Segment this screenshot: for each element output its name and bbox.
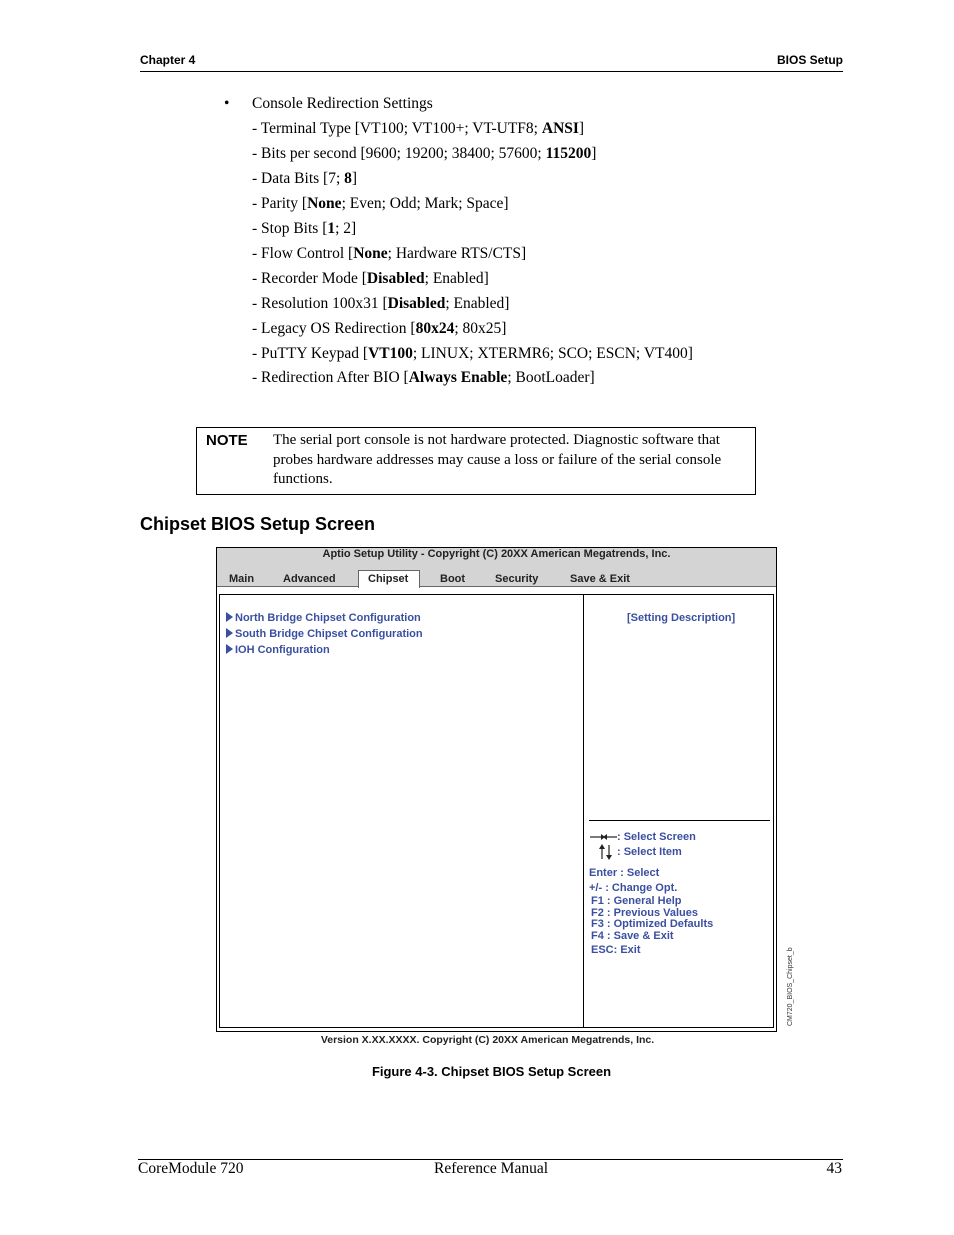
help-f4: F4 : Save & Exit: [591, 930, 674, 942]
help-esc: ESC: Exit: [591, 944, 641, 956]
section-title: Chipset BIOS Setup Screen: [140, 514, 376, 534]
setting-recorder-mode: - Recorder Mode [Disabled; Enabled]: [252, 270, 489, 287]
help-change: +/- : Change Opt.: [589, 882, 678, 894]
setting-bits-per-second: - Bits per second [9600; 19200; 38400; 57600; 115200]: [252, 145, 597, 162]
bios-item-south-bridge[interactable]: South Bridge Chipset Configuration: [226, 628, 423, 640]
bios-tab-save-exit[interactable]: Save & Exit: [570, 573, 630, 585]
footer-product: CoreModule 720: [138, 1160, 244, 1177]
help-f1: F1 : General Help: [591, 895, 682, 907]
setting-flow-control: - Flow Control [None; Hardware RTS/CTS]: [252, 245, 527, 262]
help-enter: Enter : Select: [589, 867, 660, 879]
bios-footer: Version X.XX.XXXX. Copyright (C) 20XX American Megatrends, Inc.: [320, 1034, 655, 1046]
bios-tab-security[interactable]: Security: [495, 573, 539, 585]
bios-tab-main[interactable]: Main: [229, 573, 255, 585]
footer-page-number: 43: [826, 1160, 842, 1177]
help-select-item: : Select Item: [617, 846, 682, 858]
note-text: The serial port console is not hardware protected. Diagnostic software that probes hardware addresses may cause a loss or failure of the serial console functions.: [273, 432, 722, 487]
console-title: Console Redirection Settings: [252, 95, 433, 112]
submenu-arrow-icon: [226, 644, 233, 654]
bios-content-frame: [219, 594, 774, 1028]
bios-help-rule: [589, 820, 770, 821]
header-rule: [140, 71, 843, 72]
help-f3: F3 : Optimized Defaults: [591, 918, 714, 930]
setting-legacy-os-redirection: - Legacy OS Redirection [80x24; 80x25]: [252, 320, 507, 337]
up-down-arrows-icon: [597, 843, 615, 861]
bios-panel-divider: [583, 595, 584, 1027]
setting-putty-keypad: - PuTTY Keypad [VT100; LINUX; XTERMR6; SCO; ESCN; VT400]: [252, 345, 693, 362]
setting-stop-bits: - Stop Bits [1; 2]: [252, 220, 357, 237]
bios-tab-chipset[interactable]: Chipset: [368, 573, 409, 585]
help-select-screen: : Select Screen: [617, 831, 696, 843]
bios-tab-boot[interactable]: Boot: [440, 573, 466, 585]
help-f2: F2 : Previous Values: [591, 907, 698, 919]
submenu-arrow-icon: [226, 628, 233, 638]
setting-terminal-type: - Terminal Type [VT100; VT100+; VT-UTF8; ANSI]: [252, 120, 585, 137]
bios-title: Aptio Setup Utility - Copyright (C) 20XX American Megatrends, Inc.: [322, 548, 671, 560]
setting-resolution: - Resolution 100x31 [Disabled; Enabled]: [252, 295, 510, 312]
bullet: •: [224, 95, 230, 112]
bios-item-ioh[interactable]: IOH Configuration: [226, 644, 330, 656]
header-section: BIOS Setup: [776, 53, 843, 67]
bios-item-north-bridge[interactable]: North Bridge Chipset Configuration: [226, 612, 421, 624]
setting-parity: - Parity [None; Even; Odd; Mark; Space]: [252, 195, 509, 212]
setting-description: [Setting Description]: [627, 612, 736, 624]
figure-code: [783, 945, 795, 1027]
figure-caption: Figure 4-3. Chipset BIOS Setup Screen: [371, 1064, 612, 1079]
bios-tab-advanced[interactable]: Advanced: [283, 573, 336, 585]
svg-text:CM720_BIOS_Chipset_b: CM720_BIOS_Chipset_b: [787, 947, 794, 1026]
setting-data-bits: - Data Bits [7; 8]: [252, 170, 358, 187]
submenu-arrow-icon: [226, 612, 233, 622]
header-chapter: Chapter 4: [140, 53, 196, 67]
setting-redirection-after-bio: - Redirection After BIO [Always Enable; BootLoader]: [252, 369, 595, 386]
note-label: NOTE: [206, 432, 248, 449]
left-right-arrows-icon: [589, 831, 619, 843]
footer-manual: Reference Manual: [434, 1160, 549, 1177]
